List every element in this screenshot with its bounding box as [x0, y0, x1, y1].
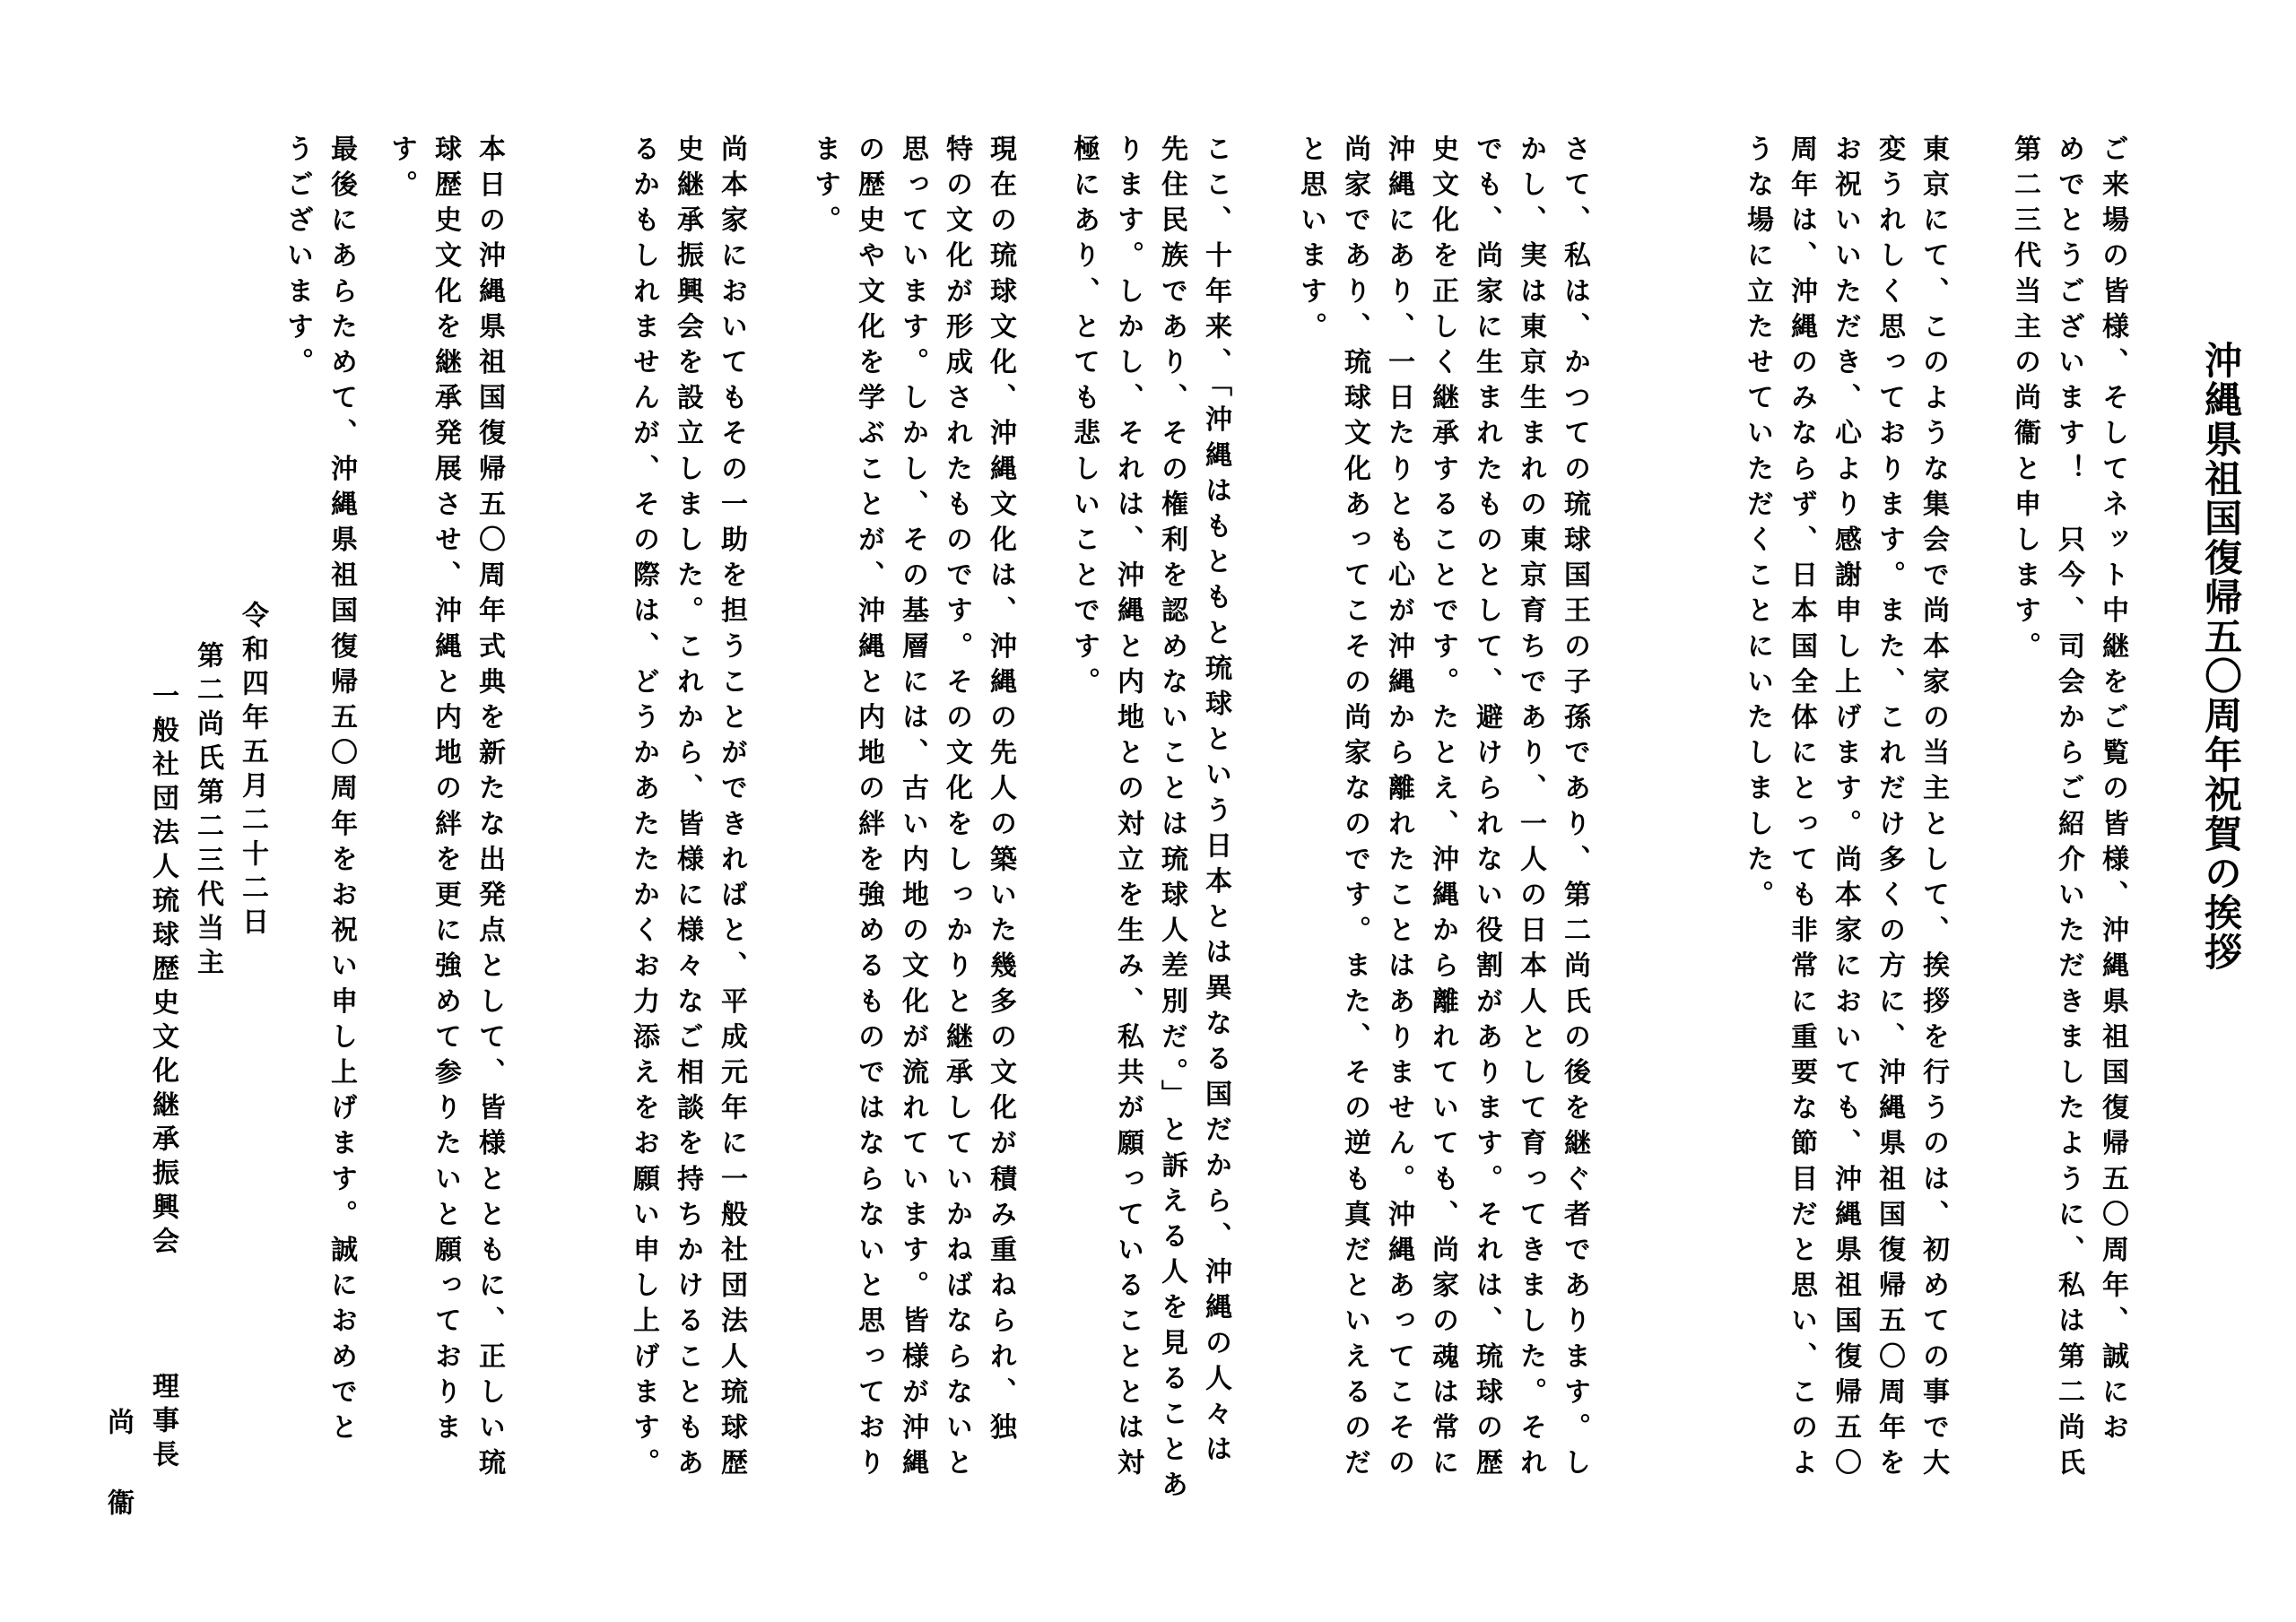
signature-name: 尚衞 — [102, 1408, 134, 1569]
paragraph-tokyo: 東京にて、このような集会で尚本家の当主として、挨拶を行うのは、初めての事で大 変うれしく思っております。また、これだけ多くの方に、沖縄県祖国復帰五〇周年を お祝いいただき、心より感謝申し上げます。尚本家においても、沖縄県祖国復帰五〇 周年は、沖縄のみならず、日本国全体にとっても非常に重要な節目だと思い、このよ うな場に立たせていただくことにいたしました。 — [1742, 134, 1949, 1484]
document-title: 沖縄県祖国復帰五〇周年祝賀の挨拶 — [2199, 341, 2243, 972]
paragraph-culture: 現在の琉球文化、沖縄文化は、沖縄の先人の築いた幾多の文化が積み重ねられ、独 特の文化が形成されたものです。その文化をしっかりと継承していかねばならないと 思っています。しかし、その基層には、古い内地の文化が流れています。皆様が沖縄 の歴史や文化を学ぶことが、沖縄と内地の絆を強めるものではならないと思っており ます。 — [809, 134, 1016, 1484]
paragraph-opening: ご来場の皆様、そしてネット中継をご覧の皆様、沖縄県祖国復帰五〇周年、誠にお めでとうございます！ 只今、司会からご紹介いただきましたように、私は第二尚氏 第二三代当主の尚衞と申します。 — [2009, 134, 2128, 1484]
paragraph-closing: 最後にあらためて、沖縄県祖国復帰五〇周年をお祝い申し上げます。誠におめでと うございます。 — [282, 134, 357, 1449]
paragraph-lineage: さて、私は、かつての琉球国王の子孫であり、第二尚氏の後を継ぐ者であります。し かし、実は東京生まれの東京育ちであり、一人の日本人として育ってきました。それ でも、尚家に生まれたものとして、避けられない役割があります。それは、琉球の歴 史文化を正しく継承することです。たとえ、沖縄から離れていても、尚家の魂は常に 沖縄にあり、一日たりとも心が沖縄から離れたことはありません。沖縄あってこその 尚家であり、琉球文化あってこその尚家なのです。また、その逆も真だといえるのだ と思います。 — [1295, 134, 1590, 1484]
signature-date: 令和四年五月二十二日 — [237, 601, 268, 941]
paragraph-association: 尚本家においてもその一助を担うことができればと、平成元年に一般社団法人琉球歴 史継承振興会を設立しました。これから、皆様に様々なご相談を持ちかけることもあ るかもしれませんが、その際は、どうかあたたかくお力添えをお願い申し上げます。 — [628, 134, 747, 1484]
signature-role: 理事長 — [147, 1372, 178, 1474]
paragraph-indigenous: ここ、十年来、「沖縄はもともと琉球という日本とは異なる国だから、沖縄の人々は 先住民族であり、その権利を認めないことは琉球人差別だ。」と訴える人を見ることあ ります。しかし、それは、沖縄と内地との対立を生み、私共が願っていることとは対 極にあり、とても悲しいことです。 — [1068, 134, 1231, 1506]
signature-organization: 一般社団法人琉球歴史文化継承振興会 — [147, 681, 178, 1261]
signature-lineage: 第二尚氏第二三代当主 — [192, 641, 223, 982]
paragraph-ceremony: 本日の沖縄県祖国復帰五〇周年式典を新たな出発点として、皆様とともに、正しい琉 球歴史文化を継承発展させ、沖縄と内地の絆を更に強めて参りたいと願っておりま す。 — [386, 134, 505, 1484]
